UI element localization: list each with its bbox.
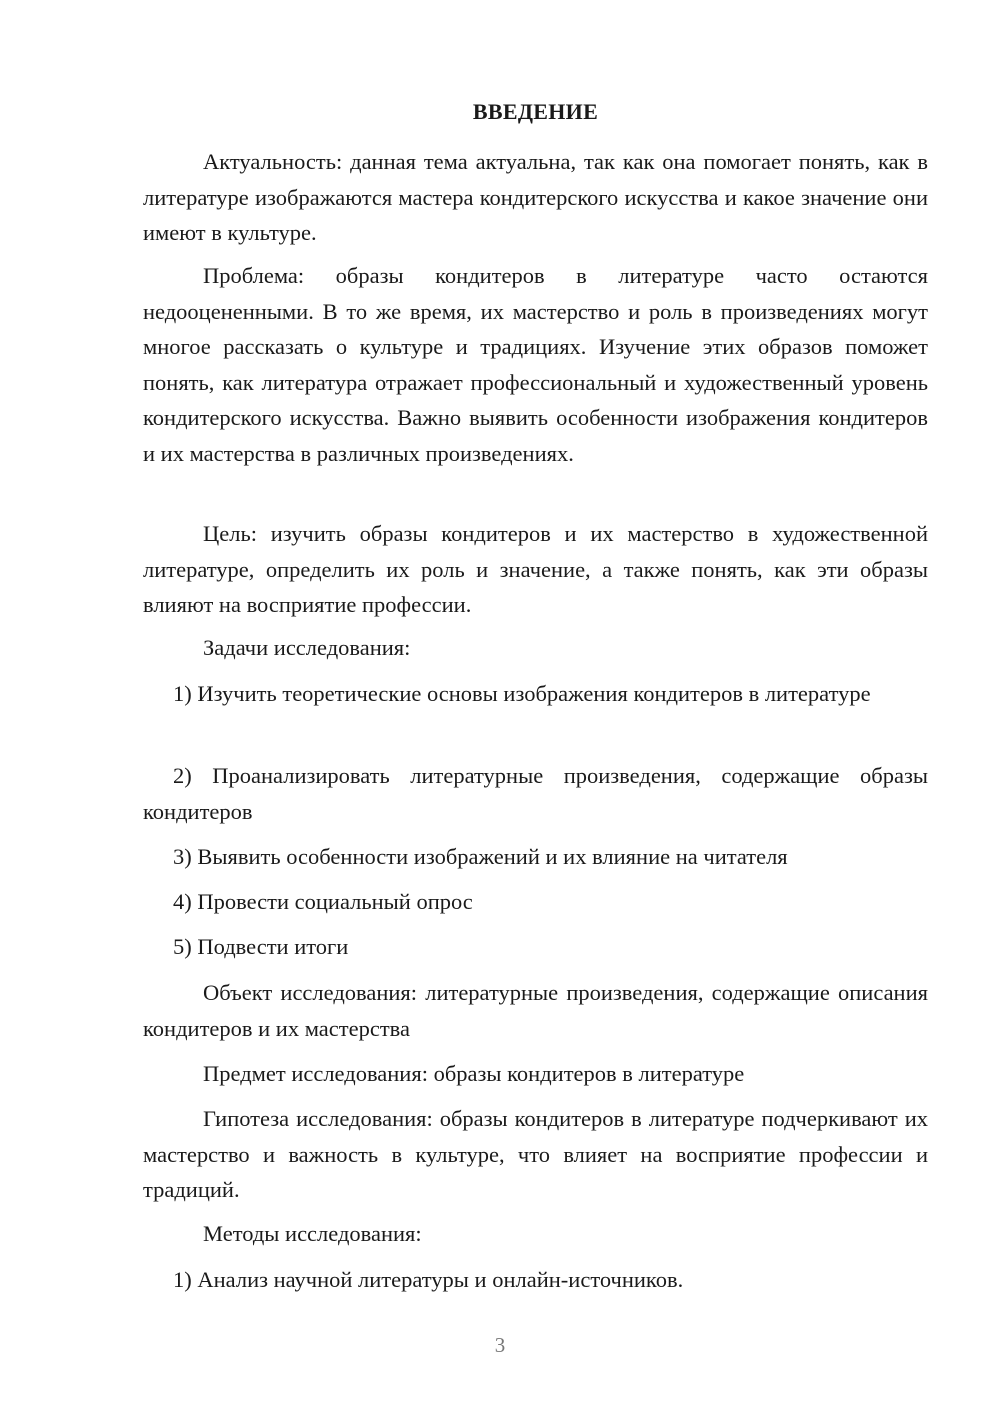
methods-title: Методы исследования: <box>203 1221 422 1246</box>
method-item: 1) Анализ научной литературы и онлайн-источников. <box>173 1267 684 1292</box>
object-paragraph: Объект исследования: литературные произведения, содержащие описания кондитеров и их мастерства <box>143 980 928 1041</box>
page-heading: ВВЕДЕНИЕ <box>472 99 599 124</box>
relevance-paragraph: Актуальность: данная тема актуальна, так как она помогает понять, как в литературе изображаются мастера кондитерского искусства и какое значение они имеют в культуре. <box>143 149 928 245</box>
goal-paragraph: Цель: изучить образы кондитеров и их мастерство в художественной литературе, определить их роль и значение, а также понять, как эти образы влияют на восприятие профессии. <box>143 521 928 617</box>
task-item: 4) Провести социальный опрос <box>173 889 473 914</box>
task-item: 3) Выявить особенности изображений и их влияние на читателя <box>173 844 788 869</box>
tasks-title: Задачи исследования: <box>203 635 411 660</box>
page-number: 3 <box>494 1333 506 1357</box>
task-item: 1) Изучить теоретические основы изображения кондитеров в литературе <box>173 681 871 706</box>
hypothesis-paragraph: Гипотеза исследования: образы кондитеров в литературе подчеркивают их мастерство и важность в культуре, что влияет на восприятие профессии и традиций. <box>143 1106 928 1202</box>
subject-paragraph: Предмет исследования: образы кондитеров в литературе <box>203 1061 745 1086</box>
task-item: 2) Проанализировать литературные произведения, содержащие образы кондитеров <box>143 763 928 824</box>
problem-paragraph: Проблема: образы кондитеров в литературе часто остаются недооцененными. В то же время, их мастерство и роль в произведениях могут многое рассказать о культуре и традициях. Изучение этих образов поможет понять, как литература отражает профессиональный и художественный уровень кондитерского искусства. Важно выявить особенности изображения кондитеров и их мастерства в различных произведениях. <box>143 263 928 466</box>
task-item: 5) Подвести итоги <box>173 934 349 959</box>
